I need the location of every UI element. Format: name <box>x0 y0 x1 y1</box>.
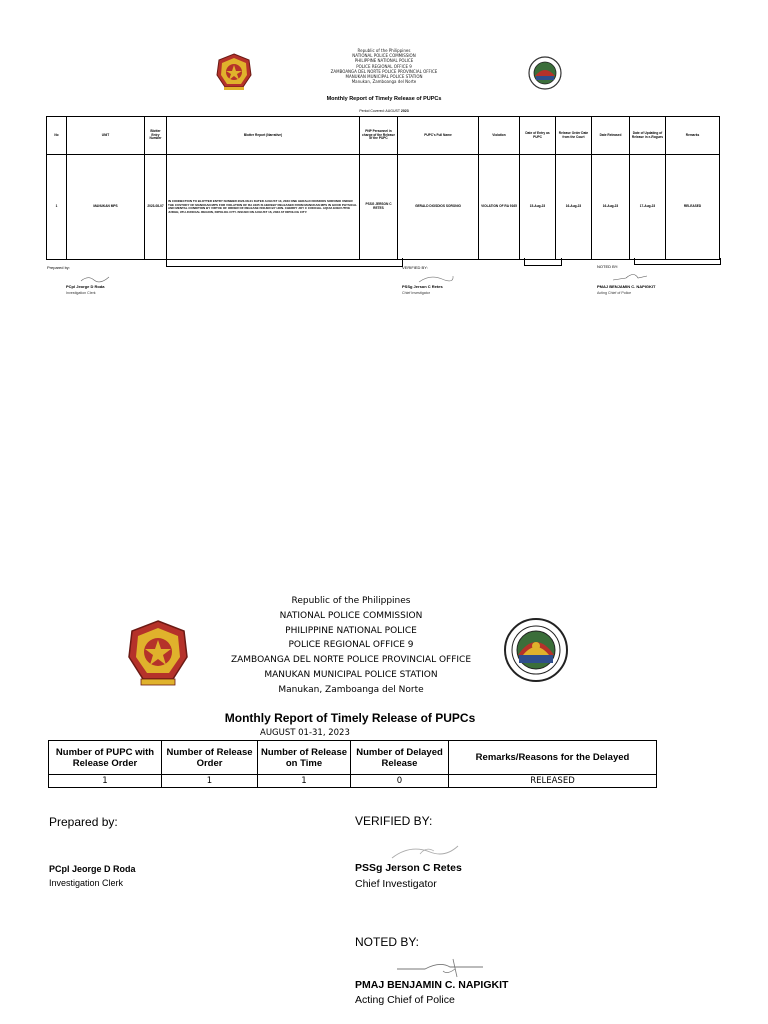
verified-position: Chief Investigator <box>355 878 437 890</box>
signature-icon <box>395 957 485 979</box>
header-block-small <box>250 48 518 84</box>
column-header: Number of Release Order <box>162 741 258 775</box>
column-header: Date of Updating of Release in e-Rogues <box>630 117 666 155</box>
prepared-label-small: Prepared by: <box>47 265 70 270</box>
cell-full-name: GERALD DIOSDIOS SORONIO <box>398 155 479 260</box>
header-line: Manukan, Zamboanga del Norte <box>351 79 417 85</box>
prepared-name-small: PCpl Jeorge D Roda <box>66 284 105 289</box>
column-header: Remarks <box>666 117 720 155</box>
verified-name-small: PSSg Jerson C Retes <box>402 284 443 289</box>
cell-delayed-release: 0 <box>351 775 449 788</box>
cell-narrative: IN CONNECTION TO BLOTTER ENTRY NUMBER 2023-08-01 DATED AUGUST 13, 2023 ONE GERALD DIOSDIOS SORONIO UNDER THE CUSTODY OF MANUKAN MPS FOR VIOLATION OF RA 9165 IS HEREBY RELEASED FROM MANUKAN MPS IN GOOD PHYSICAL AND MENTAL CONDITION BY VIRTUE OF ORDER OF RELEASE ISSUED BY HON. CHERRY JOY C CONCHA- AQUIA EXECUTIVE JUDGE, 9TH JUDICIAL REGION, DIPOLOG CITY. ISSUED ON AUGUST 16, 2023 AT DIPOLOG CITY. <box>167 155 360 260</box>
header-line: NATIONAL POLICE COMMISSION <box>352 53 416 59</box>
verified-name: PSSg Jerson C Retes <box>355 862 462 874</box>
column-header: Violation <box>479 117 520 155</box>
period-label: Period Covered: AUGUST <box>359 109 400 113</box>
municipal-seal-icon <box>528 56 562 90</box>
cell-blotter-entry: 2023-08-07 <box>145 155 167 260</box>
cell-release-order-date: 16-Aug-23 <box>556 155 592 260</box>
cell-remarks: RELEASED <box>666 155 720 260</box>
cell-unit: MANUKAN MPS <box>67 155 145 260</box>
header-line: Republic of the Philippines <box>291 596 411 606</box>
noted-label-small: NOTED BY: <box>597 264 619 269</box>
table-footer-line <box>634 258 721 265</box>
table-footer-line <box>166 258 403 267</box>
column-header: PUPC's Full Name <box>398 117 479 155</box>
table-header-row <box>47 117 720 155</box>
table-row <box>49 775 657 788</box>
period-covered <box>250 109 518 113</box>
cell-date-entry: 15-Aug-23 <box>520 155 556 260</box>
column-header: PNP Personnel in charge of the Release of the PUPC <box>360 117 398 155</box>
verified-position-small: Chief Investigator <box>402 291 430 295</box>
header-line: PHILIPPINE NATIONAL POLICE <box>285 625 417 636</box>
table-row <box>47 155 720 260</box>
header-line: POLICE REGIONAL OFFICE 9 <box>356 63 412 69</box>
column-header: Date of Entry as PUPC <box>520 117 556 155</box>
header-line: MANUKAN MUNICIPAL POLICE STATION <box>264 669 438 680</box>
cell-remarks: RELEASED <box>449 775 657 788</box>
cell-date-released: 16-Aug-23 <box>592 155 630 260</box>
column-header: Remarks/Reasons for the Delayed <box>449 741 657 775</box>
summary-table <box>48 740 657 788</box>
municipal-seal-icon <box>503 617 569 683</box>
prepared-label: Prepared by: <box>49 815 118 829</box>
period-year: 2023 <box>400 109 409 113</box>
cell-release-on-time: 1 <box>258 775 351 788</box>
cell-release-order: 1 <box>162 775 258 788</box>
report-title: Monthly Report of Timely Release of PUPCs <box>224 711 476 725</box>
header-line: ZAMBOANGA DEL NORTE POLICE PROVINCIAL OFFICE <box>330 68 438 74</box>
header-line: Manukan, Zamboanga del Norte <box>278 684 424 695</box>
signature-icon <box>612 270 648 284</box>
noted-position: Acting Chief of Police <box>355 994 455 1006</box>
header-line: Republic of the Philippines <box>357 48 411 53</box>
column-header: Blotter Report (Narrative) <box>167 117 360 155</box>
pnp-seal-icon <box>216 53 252 91</box>
verified-label-small: VERIFIED BY: <box>402 265 428 270</box>
column-header: Blotter Entry Number <box>145 117 167 155</box>
table-header-row <box>49 741 657 775</box>
column-header: No <box>47 117 67 155</box>
header-block <box>220 594 482 698</box>
header-line: PHILIPPINE NATIONAL POLICE <box>354 58 414 64</box>
prepared-position-small: Investigation Clerk <box>66 291 96 295</box>
noted-name: PMAJ BENJAMIN C. NAPIGKIT <box>355 979 509 991</box>
pnp-seal-icon <box>127 619 189 687</box>
cell-pupc-with-release-order: 1 <box>49 775 162 788</box>
cell-violation: VIOLATION OF RA 9165 <box>479 155 520 260</box>
column-header: UNIT <box>67 117 145 155</box>
noted-position-small: Acting Chief of Police <box>597 291 632 295</box>
signature-icon <box>390 842 460 862</box>
header-line: POLICE REGIONAL OFFICE 9 <box>288 640 414 651</box>
noted-name-small: PMAJ BENJAMIN C. NAPIGKIT <box>597 284 656 289</box>
cell-date-updating: 17-Aug-23 <box>630 155 666 260</box>
report-period: AUGUST 01-31, 2023 <box>260 728 350 738</box>
header-line: ZAMBOANGA DEL NORTE POLICE PROVINCIAL OFFICE <box>230 655 472 666</box>
cell-personnel: PSSG JERSON C RETES <box>360 155 398 260</box>
column-header: Number of Delayed Release <box>351 741 449 775</box>
cell-no: 1 <box>47 155 67 260</box>
column-header: Release Order Date from the Court <box>556 117 592 155</box>
column-header: Number of Release on Time <box>258 741 351 775</box>
prepared-name: PCpl Jeorge D Roda <box>49 864 136 874</box>
verified-label: VERIFIED BY: <box>355 814 433 828</box>
header-line: MANUKAN MUNICIPAL POLICE STATION <box>345 74 423 80</box>
prepared-position: Investigation Clerk <box>49 878 124 888</box>
report-title-small: Monthly Report of Timely Release of PUPCs <box>326 96 442 102</box>
table-footer-line <box>524 258 562 266</box>
column-header: Number of PUPC with Release Order <box>49 741 162 775</box>
header-line: NATIONAL POLICE COMMISSION <box>279 610 423 621</box>
noted-label: NOTED BY: <box>355 935 420 949</box>
column-header: Date Released <box>592 117 630 155</box>
detail-table <box>46 116 720 260</box>
